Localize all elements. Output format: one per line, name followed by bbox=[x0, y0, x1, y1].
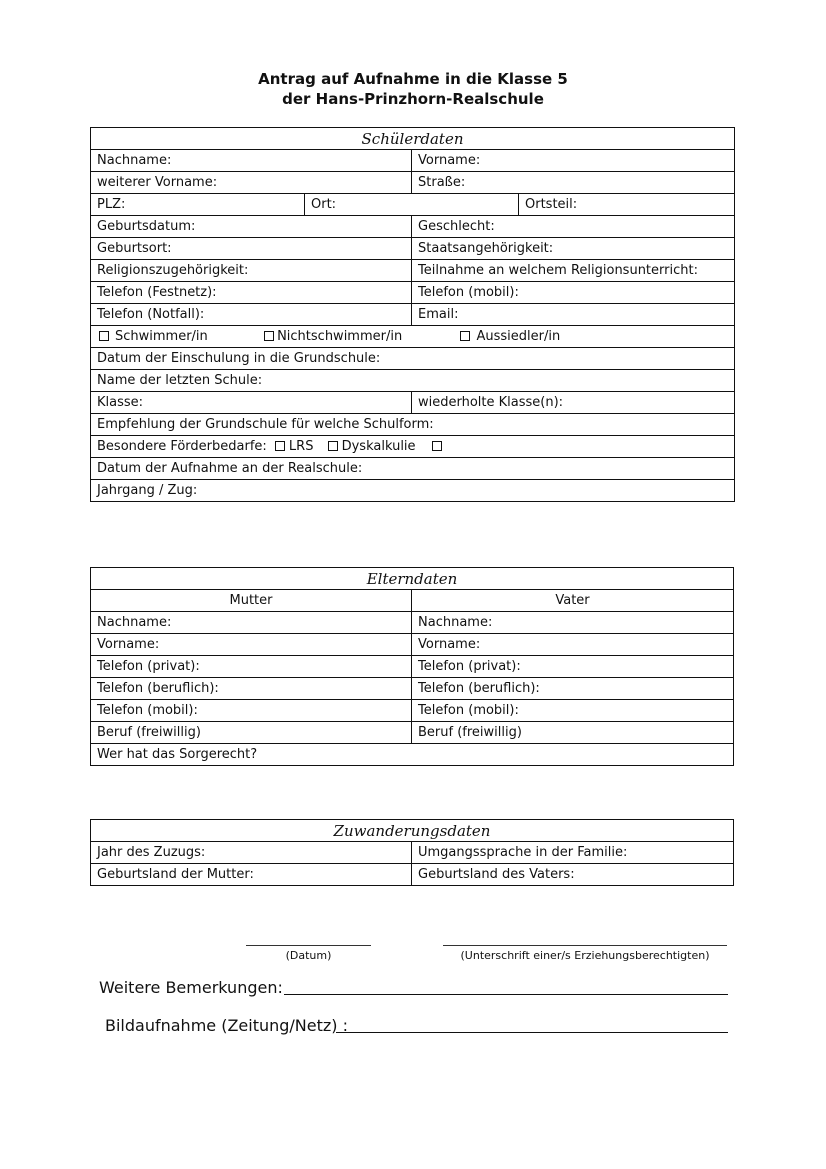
checkbox-aussiedler[interactable] bbox=[460, 331, 470, 341]
unterschrift-signature-line[interactable] bbox=[443, 945, 727, 946]
field-mutter-beruf[interactable]: Beruf (freiwillig) bbox=[91, 722, 412, 744]
column-header-vater: Vater bbox=[412, 590, 734, 612]
datum-signature-line[interactable] bbox=[246, 945, 371, 946]
field-vater-telefon-beruflich[interactable]: Telefon (beruflich): bbox=[412, 678, 734, 700]
field-klasse[interactable]: Klasse: bbox=[91, 392, 412, 414]
field-plz[interactable]: PLZ: bbox=[91, 194, 305, 216]
checkbox-dyskalkulie[interactable] bbox=[328, 441, 338, 451]
checkbox-lrs[interactable] bbox=[275, 441, 285, 451]
foerderbedarfe-row bbox=[91, 436, 735, 458]
field-sorgerecht[interactable]: Wer hat das Sorgerecht? bbox=[91, 744, 734, 766]
label-dyskalkulie: Dyskalkulie bbox=[341, 439, 416, 454]
option-aussiedler[interactable] bbox=[460, 329, 560, 344]
field-email[interactable]: Email: bbox=[412, 304, 735, 326]
field-empfehlung[interactable]: Empfehlung der Grundschule für welche Schulform: bbox=[91, 414, 735, 436]
field-telefon-mobil[interactable]: Telefon (mobil): bbox=[412, 282, 735, 304]
form-title-line2: der Hans-Prinzhorn-Realschule bbox=[282, 90, 544, 108]
field-einschulung[interactable]: Datum der Einschulung in die Grundschule: bbox=[91, 348, 735, 370]
elterndaten-table bbox=[90, 567, 734, 766]
option-nichtschwimmer[interactable] bbox=[264, 329, 402, 344]
field-staatsangehoerigkeit[interactable]: Staatsangehörigkeit: bbox=[412, 238, 735, 260]
section-title-elterndaten: Elterndaten bbox=[91, 568, 734, 590]
zuwanderungsdaten-table bbox=[90, 819, 734, 886]
field-geschlecht[interactable]: Geschlecht: bbox=[412, 216, 735, 238]
field-mutter-nachname[interactable]: Nachname: bbox=[91, 612, 412, 634]
field-religionsunterricht[interactable]: Teilnahme an welchem Religionsunterricht: bbox=[412, 260, 735, 282]
bemerkungen-line[interactable] bbox=[284, 994, 728, 995]
swim-status-row bbox=[91, 326, 735, 348]
unterschrift-caption: (Unterschrift einer/s Erziehungsberechtigten) bbox=[460, 949, 710, 962]
field-geburtsort[interactable]: Geburtsort: bbox=[91, 238, 412, 260]
field-mutter-telefon-privat[interactable]: Telefon (privat): bbox=[91, 656, 412, 678]
option-schwimmer[interactable] bbox=[99, 329, 208, 344]
field-geburtsland-mutter[interactable]: Geburtsland der Mutter: bbox=[91, 864, 412, 886]
field-mutter-telefon-beruflich[interactable]: Telefon (beruflich): bbox=[91, 678, 412, 700]
bemerkungen-label: Weitere Bemerkungen: bbox=[99, 978, 283, 997]
bildaufnahme-line[interactable] bbox=[336, 1032, 728, 1033]
field-vater-nachname[interactable]: Nachname: bbox=[412, 612, 734, 634]
field-datum-aufnahme[interactable]: Datum der Aufnahme an der Realschule: bbox=[91, 458, 735, 480]
label-foerderbedarfe: Besondere Förderbedarfe: bbox=[97, 439, 267, 454]
label-aussiedler: Aussiedler/in bbox=[476, 329, 561, 344]
field-jahrgang-zug[interactable]: Jahrgang / Zug: bbox=[91, 480, 735, 502]
field-geburtsdatum[interactable]: Geburtsdatum: bbox=[91, 216, 412, 238]
field-letzte-schule[interactable]: Name der letzten Schule: bbox=[91, 370, 735, 392]
field-ortsteil[interactable]: Ortsteil: bbox=[519, 194, 735, 216]
field-mutter-vorname[interactable]: Vorname: bbox=[91, 634, 412, 656]
bildaufnahme-label: Bildaufnahme (Zeitung/Netz) : bbox=[105, 1016, 348, 1035]
field-telefon-notfall[interactable]: Telefon (Notfall): bbox=[91, 304, 412, 326]
field-vater-beruf[interactable]: Beruf (freiwillig) bbox=[412, 722, 734, 744]
label-nichtschwimmer: Nichtschwimmer/in bbox=[277, 329, 403, 344]
field-vater-vorname[interactable]: Vorname: bbox=[412, 634, 734, 656]
field-nachname[interactable]: Nachname: bbox=[91, 150, 412, 172]
field-mutter-telefon-mobil[interactable]: Telefon (mobil): bbox=[91, 700, 412, 722]
field-geburtsland-vater[interactable]: Geburtsland des Vaters: bbox=[412, 864, 734, 886]
field-wiederholte-klasse[interactable]: wiederholte Klasse(n): bbox=[412, 392, 735, 414]
checkbox-sonstiges[interactable] bbox=[432, 441, 442, 451]
field-ort[interactable]: Ort: bbox=[305, 194, 519, 216]
field-strasse[interactable]: Straße: bbox=[412, 172, 735, 194]
form-title-line1: Antrag auf Aufnahme in die Klasse 5 bbox=[258, 70, 568, 88]
field-vorname[interactable]: Vorname: bbox=[412, 150, 735, 172]
field-weiterer-vorname[interactable]: weiterer Vorname: bbox=[91, 172, 412, 194]
field-vater-telefon-mobil[interactable]: Telefon (mobil): bbox=[412, 700, 734, 722]
checkbox-schwimmer[interactable] bbox=[99, 331, 109, 341]
field-umgangssprache[interactable]: Umgangssprache in der Familie: bbox=[412, 842, 734, 864]
section-title-schuelerdaten: Schülerdaten bbox=[91, 128, 735, 150]
field-vater-telefon-privat[interactable]: Telefon (privat): bbox=[412, 656, 734, 678]
schuelerdaten-table bbox=[90, 127, 735, 502]
checkbox-nichtschwimmer[interactable] bbox=[264, 331, 274, 341]
column-header-mutter: Mutter bbox=[91, 590, 412, 612]
label-schwimmer: Schwimmer/in bbox=[115, 329, 208, 344]
field-jahr-zuzug[interactable]: Jahr des Zuzugs: bbox=[91, 842, 412, 864]
field-telefon-festnetz[interactable]: Telefon (Festnetz): bbox=[91, 282, 412, 304]
field-religionszugehoerigkeit[interactable]: Religionszugehörigkeit: bbox=[91, 260, 412, 282]
label-lrs: LRS bbox=[288, 439, 314, 454]
section-title-zuwanderungsdaten: Zuwanderungsdaten bbox=[91, 820, 734, 842]
datum-caption: (Datum) bbox=[285, 949, 332, 962]
